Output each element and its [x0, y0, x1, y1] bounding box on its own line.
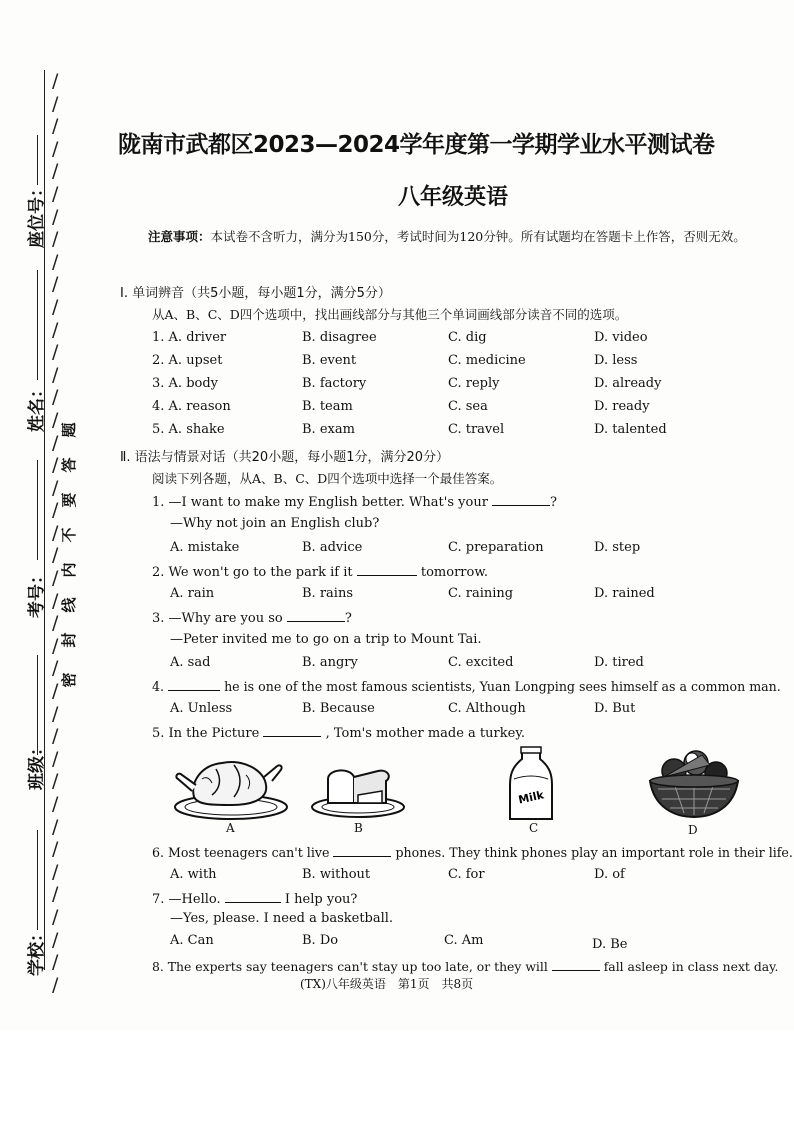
question-1-reply: —Why not join an English club?: [170, 516, 380, 531]
option-a: A. rain: [170, 586, 215, 601]
milk-label: Milk: [517, 788, 546, 807]
option-b: B. Because: [302, 701, 375, 716]
exam-number-field[interactable]: [37, 460, 38, 560]
question-3: [152, 609, 352, 626]
seal-char: 内: [60, 562, 78, 578]
question-5-pictures: [166, 745, 726, 840]
option-d: D. of: [594, 867, 625, 882]
picture-label: D: [688, 823, 698, 837]
section2-instruction: 阅读下列各题，从A、B、C、D四个选项中选择一个最佳答案。: [152, 471, 503, 486]
option-a: A. Can: [170, 933, 214, 948]
name-field[interactable]: [37, 270, 38, 380]
answer-blank: [552, 958, 600, 971]
question-6-end: phones. They think phones play an important role in their life.: [395, 845, 793, 860]
question-3-end: ?: [344, 611, 352, 626]
seal-char: 要: [60, 492, 78, 508]
option-b: B. disagree: [302, 330, 377, 345]
notice-text: 本试卷不含听力，满分为150分，考试时间为120分钟。所有试题均在答题卡上作答，否则无效。: [210, 229, 746, 244]
option-b: B. angry: [302, 655, 358, 670]
school-field[interactable]: [37, 830, 38, 930]
question-1-end: ?: [550, 495, 558, 510]
option-d: D. already: [594, 376, 662, 391]
seal-char: 题: [60, 422, 78, 438]
option-b: B. team: [302, 399, 353, 414]
bread-picture: [308, 757, 408, 819]
seal-char: 不: [60, 527, 78, 543]
notice-label: 注意事项：: [148, 229, 211, 244]
option-a: 4. A. reason: [152, 399, 231, 414]
seal-char: 答: [60, 457, 78, 473]
question-4-number: 4.: [152, 679, 165, 694]
seat-label: 座位号：: [27, 180, 47, 248]
fruit-bowl-picture: [644, 747, 744, 823]
question-6: [152, 844, 793, 860]
option-c: C. Although: [448, 701, 526, 716]
page-footer: (TX)八年级英语 第1页 共8页: [300, 977, 474, 991]
option-c: C. raining: [448, 586, 514, 601]
answer-blank: [263, 724, 321, 737]
option-c: C. reply: [448, 376, 500, 391]
answer-blank: [168, 678, 220, 691]
exam-number-label: 考号：: [27, 567, 47, 618]
question-1: [152, 493, 557, 510]
option-a: 3. A. body: [152, 376, 219, 391]
seal-char: 密: [60, 672, 78, 688]
question-8: [152, 958, 778, 974]
class-field[interactable]: [37, 655, 38, 755]
question-2-end: tomorrow.: [420, 565, 489, 580]
answer-blank: [225, 890, 281, 903]
option-b: B. without: [302, 867, 371, 882]
notice: [118, 226, 778, 248]
option-a: A. Unless: [170, 701, 233, 716]
option-a: 2. A. upset: [152, 353, 223, 368]
option-a: A. with: [170, 867, 217, 882]
option-a: 5. A. shake: [152, 422, 225, 437]
picture-label: B: [354, 821, 363, 835]
question-4-stem: he is one of the most famous scientists, Yuan Longping sees himself as a common man.: [224, 679, 781, 694]
question-2-stem: 2. We won't go to the park if it: [152, 565, 353, 580]
page-subtitle: 八年级英语: [397, 185, 508, 210]
question-5-end: , Tom's mother made a turkey.: [325, 726, 526, 741]
option-c: C. Am: [444, 933, 484, 948]
option-c: C. dig: [448, 330, 487, 345]
name-label: 姓名：: [27, 381, 47, 432]
question-8-stem: 8. The experts say teenagers can't stay up too late, or they will: [152, 959, 548, 974]
option-a: 1. A. driver: [152, 330, 227, 345]
question-4: [152, 678, 781, 694]
answer-blank: [357, 563, 417, 576]
option-c: C. medicine: [448, 353, 526, 368]
option-c: C. excited: [448, 655, 514, 670]
option-b: B. rains: [302, 586, 353, 601]
seal-char: 封: [60, 632, 78, 648]
question-8-end: fall asleep in class next day.: [603, 959, 779, 974]
option-d: D. less: [594, 353, 638, 368]
option-d: D. Be: [592, 937, 628, 952]
seat-field[interactable]: [37, 135, 38, 185]
roast-turkey-picture: [172, 745, 290, 823]
binding-slashes: / / / / / / / / / / / / / / / / / / / / / / / / / / / / / / / / / / / / / / / / /: [52, 70, 59, 996]
question-7-end: I help you?: [284, 892, 358, 907]
picture-label: A: [226, 821, 235, 835]
class-label: 班级：: [27, 739, 47, 790]
option-d: D. But: [594, 701, 636, 716]
option-d: D. step: [594, 540, 641, 555]
option-c: C. for: [448, 867, 485, 882]
option-b: B. advice: [302, 540, 363, 555]
option-c: C. preparation: [448, 540, 544, 555]
question-5-stem: 5. In the Picture: [152, 726, 260, 741]
option-b: B. exam: [302, 422, 355, 437]
seal-char: 线: [60, 597, 78, 613]
option-d: D. video: [594, 330, 648, 345]
option-b: B. factory: [302, 376, 367, 391]
school-label: 学校：: [27, 925, 47, 976]
question-6-stem: 6. Most teenagers can't live: [152, 845, 330, 860]
option-c: C. sea: [448, 399, 488, 414]
option-b: B. event: [302, 353, 357, 368]
section1-instruction: 从A、B、C、D四个选项中，找出画线部分与其他三个单词画线部分读音不同的选项。: [152, 307, 628, 322]
option-a: A. mistake: [170, 540, 240, 555]
question-7-stem: 7. —Hello.: [152, 892, 221, 907]
binding-strip: [0, 40, 92, 996]
milk-bottle-picture: [506, 745, 556, 823]
answer-blank: [492, 493, 550, 506]
option-d: D. talented: [594, 422, 667, 437]
picture-label: C: [529, 821, 539, 835]
answer-blank: [333, 844, 391, 857]
question-7-reply: —Yes, please. I need a basketball.: [170, 911, 394, 926]
question-5: [152, 724, 525, 741]
answer-blank: [287, 609, 345, 622]
question-3-stem: 3. —Why are you so: [152, 611, 283, 626]
option-d: D. rained: [594, 586, 655, 601]
page-title: 陇南市武都区2023—2024学年度第一学期学业水平测试卷: [118, 132, 715, 158]
option-d: D. tired: [594, 655, 644, 670]
option-b: B. Do: [302, 933, 339, 948]
question-1-stem: 1. —I want to make my English better. What's your: [152, 495, 488, 510]
question-7: [152, 890, 357, 907]
question-3-reply: —Peter invited me to go on a trip to Mount Tai.: [170, 632, 482, 647]
section2-heading: Ⅱ. 语法与情景对话（共20小题，每小题1分，满分20分）: [120, 450, 450, 465]
section1-heading: Ⅰ. 单词辨音（共5小题，每小题1分，满分5分）: [120, 286, 391, 301]
option-d: D. ready: [594, 399, 650, 414]
option-c: C. travel: [448, 422, 505, 437]
question-2: [152, 563, 488, 580]
option-a: A. sad: [170, 655, 211, 670]
